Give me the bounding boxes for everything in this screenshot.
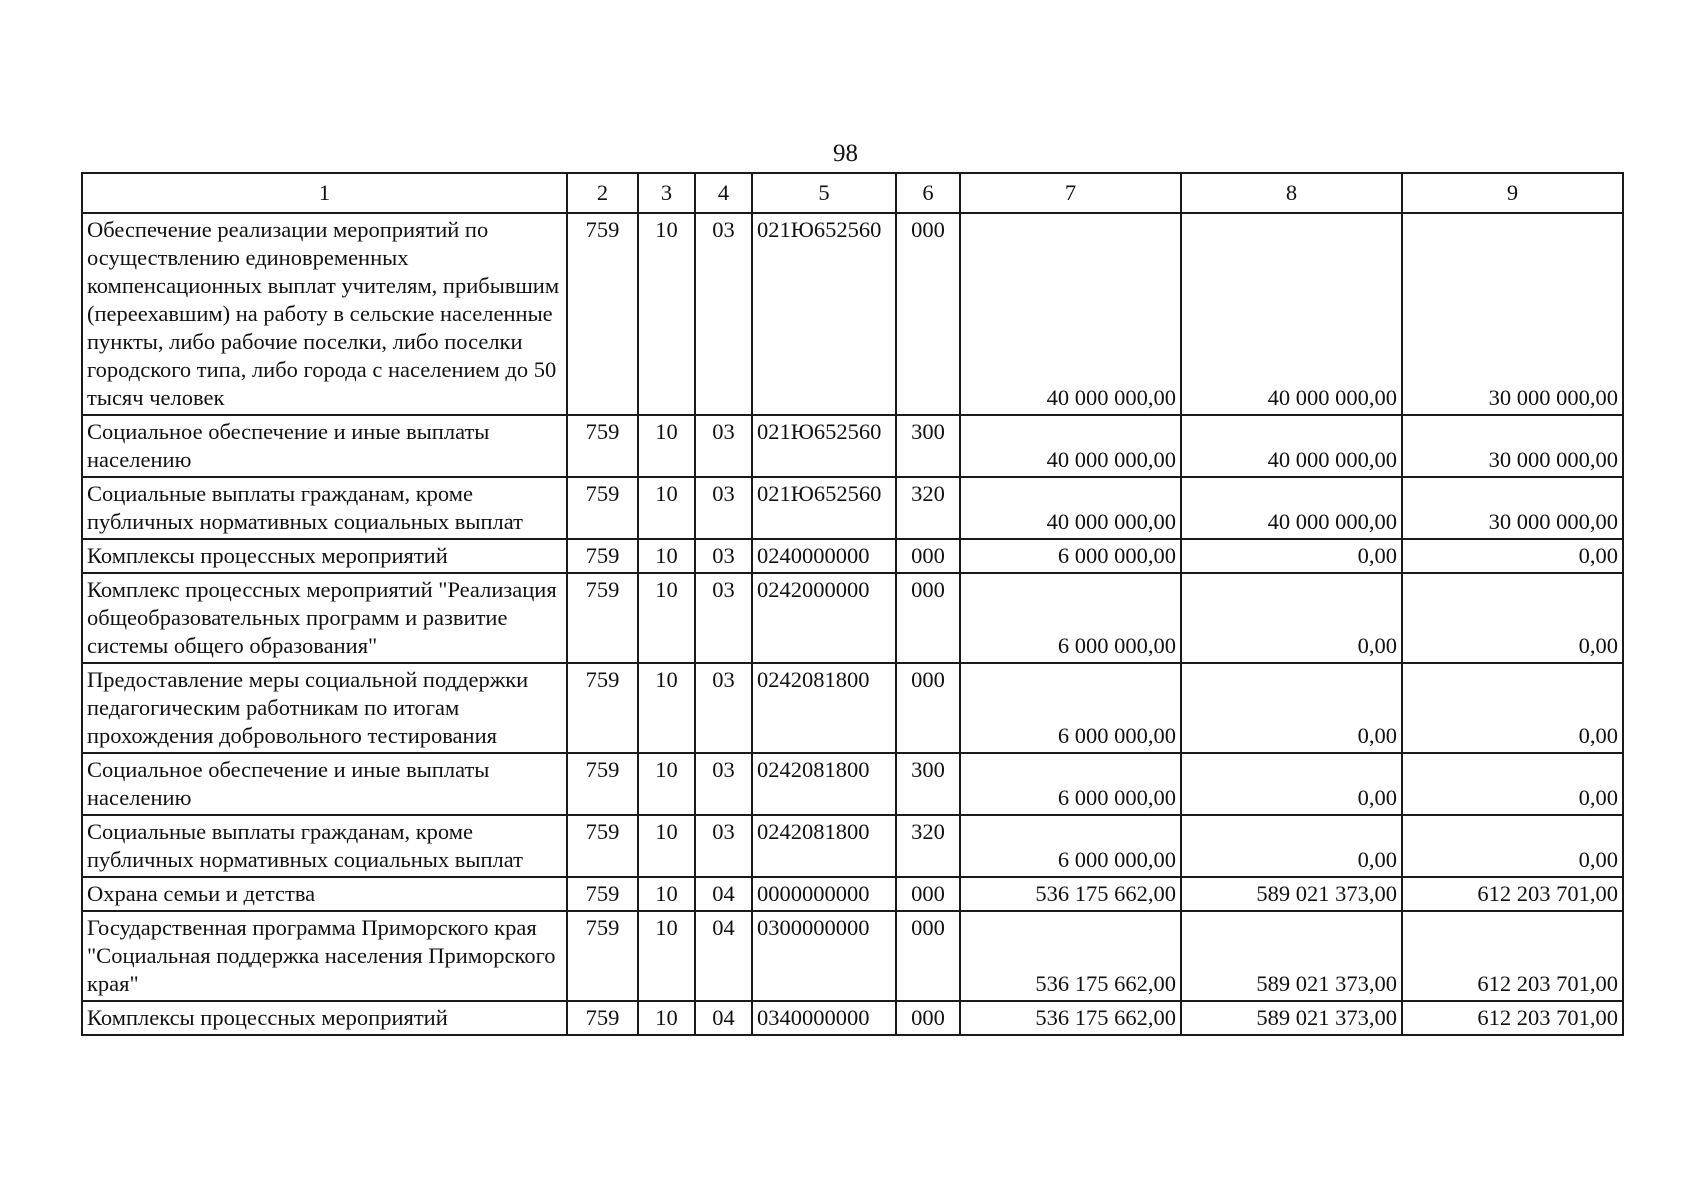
code-column-4: 03: [695, 815, 752, 877]
amount-column-9: 0,00: [1402, 815, 1623, 877]
code-column-4: 04: [695, 877, 752, 911]
amount-column-7: 536 175 662,00: [960, 911, 1181, 1001]
code-column-6: 000: [896, 213, 960, 415]
amount-column-7: 6 000 000,00: [960, 753, 1181, 815]
amount-column-8: 0,00: [1181, 539, 1402, 573]
code-column-5: 0340000000: [752, 1001, 896, 1035]
amount-column-7: 536 175 662,00: [960, 877, 1181, 911]
code-column-6: 320: [896, 477, 960, 539]
code-column-3: 10: [638, 415, 695, 477]
code-column-4: 03: [695, 573, 752, 663]
row-name-cell: Охрана семьи и детства: [82, 877, 567, 911]
amount-column-7: 536 175 662,00: [960, 1001, 1181, 1035]
code-column-6: 320: [896, 815, 960, 877]
code-column-4: 03: [695, 663, 752, 753]
code-column-2: 759: [567, 573, 638, 663]
column-header: 1: [82, 173, 567, 213]
amount-column-7: 6 000 000,00: [960, 815, 1181, 877]
code-column-5: 0300000000: [752, 911, 896, 1001]
amount-column-9: 0,00: [1402, 573, 1623, 663]
code-column-6: 000: [896, 877, 960, 911]
amount-column-7: 40 000 000,00: [960, 415, 1181, 477]
column-header: 5: [752, 173, 896, 213]
code-column-3: 10: [638, 877, 695, 911]
row-name-cell: Обеспечение реализации мероприятий по осуществлению единовременных компенсационных выплат учителям, прибывшим (переехавшим) на работу в сельские населенные пункты, либо рабочие поселки, либо поселки городского типа, либо города с населением до 50 тысяч человек: [82, 213, 567, 415]
amount-column-9: 0,00: [1402, 663, 1623, 753]
code-column-4: 03: [695, 477, 752, 539]
code-column-3: 10: [638, 573, 695, 663]
code-column-6: 000: [896, 573, 960, 663]
amount-column-8: 0,00: [1181, 815, 1402, 877]
amount-column-9: 30 000 000,00: [1402, 415, 1623, 477]
code-column-5: 021Ю652560: [752, 477, 896, 539]
row-name-cell: Комплексы процессных мероприятий: [82, 539, 567, 573]
amount-column-9: 612 203 701,00: [1402, 911, 1623, 1001]
code-column-2: 759: [567, 1001, 638, 1035]
column-header: 3: [638, 173, 695, 213]
code-column-5: 0242000000: [752, 573, 896, 663]
row-name-cell: Предоставление меры социальной поддержки педагогическим работникам по итогам прохождения добровольного тестирования: [82, 663, 567, 753]
column-header: 8: [1181, 173, 1402, 213]
code-column-4: 04: [695, 1001, 752, 1035]
code-column-6: 000: [896, 663, 960, 753]
amount-column-9: 612 203 701,00: [1402, 1001, 1623, 1035]
amount-column-9: 0,00: [1402, 753, 1623, 815]
row-name-cell: Социальное обеспечение и иные выплаты населению: [82, 415, 567, 477]
table-body: [82, 173, 1623, 1035]
table-row: [82, 815, 1623, 877]
code-column-3: 10: [638, 753, 695, 815]
code-column-4: 03: [695, 415, 752, 477]
code-column-5: 0240000000: [752, 539, 896, 573]
table-row: [82, 877, 1623, 911]
table-row: [82, 415, 1623, 477]
table-row: [82, 911, 1623, 1001]
amount-column-7: 40 000 000,00: [960, 477, 1181, 539]
row-name-cell: Государственная программа Приморского края "Социальная поддержка населения Приморского края": [82, 911, 567, 1001]
code-column-5: 021Ю652560: [752, 213, 896, 415]
table-row: [82, 663, 1623, 753]
code-column-3: 10: [638, 539, 695, 573]
amount-column-9: 30 000 000,00: [1402, 477, 1623, 539]
code-column-2: 759: [567, 415, 638, 477]
page-number: 98: [833, 140, 858, 167]
amount-column-7: 6 000 000,00: [960, 539, 1181, 573]
code-column-5: 0000000000: [752, 877, 896, 911]
column-header: 6: [896, 173, 960, 213]
table-row: [82, 477, 1623, 539]
code-column-3: 10: [638, 477, 695, 539]
amount-column-7: 40 000 000,00: [960, 213, 1181, 415]
code-column-6: 300: [896, 753, 960, 815]
column-header: 7: [960, 173, 1181, 213]
table-row: [82, 539, 1623, 573]
code-column-2: 759: [567, 815, 638, 877]
code-column-2: 759: [567, 911, 638, 1001]
code-column-6: 000: [896, 911, 960, 1001]
code-column-2: 759: [567, 877, 638, 911]
code-column-2: 759: [567, 213, 638, 415]
amount-column-8: 0,00: [1181, 573, 1402, 663]
table-row: [82, 213, 1623, 415]
code-column-2: 759: [567, 663, 638, 753]
row-name-cell: Социальные выплаты гражданам, кроме публичных нормативных социальных выплат: [82, 477, 567, 539]
amount-column-8: 40 000 000,00: [1181, 213, 1402, 415]
code-column-4: 03: [695, 213, 752, 415]
amount-column-9: 612 203 701,00: [1402, 877, 1623, 911]
row-name-cell: Комплексы процессных мероприятий: [82, 1001, 567, 1035]
column-header: 2: [567, 173, 638, 213]
code-column-6: 000: [896, 1001, 960, 1035]
amount-column-9: 0,00: [1402, 539, 1623, 573]
amount-column-8: 0,00: [1181, 663, 1402, 753]
code-column-3: 10: [638, 815, 695, 877]
amount-column-8: 40 000 000,00: [1181, 415, 1402, 477]
amount-column-9: 30 000 000,00: [1402, 213, 1623, 415]
amount-column-8: 589 021 373,00: [1181, 877, 1402, 911]
code-column-5: 0242081800: [752, 815, 896, 877]
code-column-4: 03: [695, 539, 752, 573]
budget-table: [81, 172, 1624, 1036]
row-name-cell: Социальное обеспечение и иные выплаты населению: [82, 753, 567, 815]
row-name-cell: Комплекс процессных мероприятий "Реализация общеобразовательных программ и развитие системы общего образования": [82, 573, 567, 663]
code-column-5: 0242081800: [752, 753, 896, 815]
code-column-3: 10: [638, 213, 695, 415]
amount-column-8: 40 000 000,00: [1181, 477, 1402, 539]
code-column-6: 000: [896, 539, 960, 573]
code-column-4: 03: [695, 753, 752, 815]
column-header: 4: [695, 173, 752, 213]
code-column-2: 759: [567, 753, 638, 815]
amount-column-7: 6 000 000,00: [960, 573, 1181, 663]
amount-column-7: 6 000 000,00: [960, 663, 1181, 753]
amount-column-8: 589 021 373,00: [1181, 911, 1402, 1001]
code-column-3: 10: [638, 663, 695, 753]
code-column-3: 10: [638, 1001, 695, 1035]
code-column-6: 300: [896, 415, 960, 477]
code-column-4: 04: [695, 911, 752, 1001]
table-row: [82, 1001, 1623, 1035]
amount-column-8: 589 021 373,00: [1181, 1001, 1402, 1035]
table-row: [82, 573, 1623, 663]
amount-column-8: 0,00: [1181, 753, 1402, 815]
column-header-row: [82, 173, 1623, 213]
table-row: [82, 753, 1623, 815]
column-header: 9: [1402, 173, 1623, 213]
code-column-2: 759: [567, 477, 638, 539]
row-name-cell: Социальные выплаты гражданам, кроме публичных нормативных социальных выплат: [82, 815, 567, 877]
code-column-5: 021Ю652560: [752, 415, 896, 477]
code-column-3: 10: [638, 911, 695, 1001]
code-column-5: 0242081800: [752, 663, 896, 753]
code-column-2: 759: [567, 539, 638, 573]
